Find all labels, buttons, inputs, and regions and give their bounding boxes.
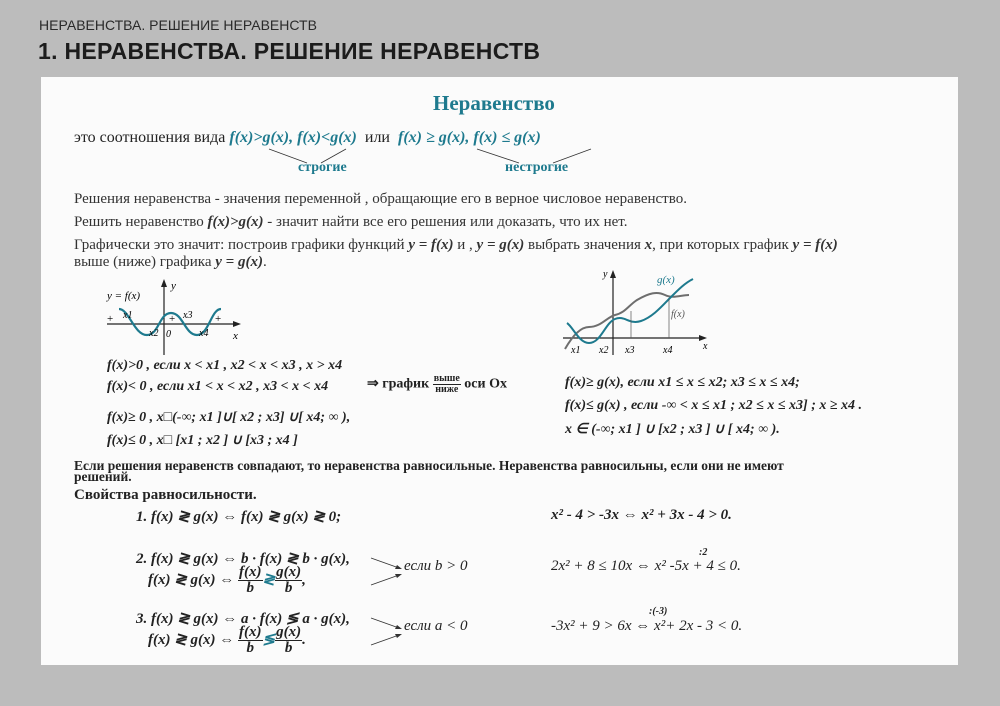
x-label: x: [233, 330, 238, 342]
numerator: f(x): [239, 564, 262, 580]
equivalence-line: решений.: [74, 469, 132, 484]
gx-label: g(x): [657, 274, 675, 286]
compare-sign: ≶: [262, 631, 276, 648]
or-word: или: [364, 129, 390, 146]
properties-title: Свойства равносильности.: [74, 487, 257, 503]
condition-arrows-3: [369, 615, 405, 649]
example-1: x² - 4 > -3x ⇔ x² + 3x - 4 > 0.: [551, 507, 732, 523]
condition-positive: f(x)>0 , если x < x1 , x2 < x < x3 , x > x4: [107, 358, 343, 373]
fraction: [275, 565, 302, 596]
point-label: x2: [599, 345, 609, 356]
lhs: f(x) ≷ g(x) ⇔: [148, 571, 235, 588]
strict-label: строгие: [298, 160, 347, 175]
text: .: [262, 254, 267, 270]
numerator: g(x): [276, 564, 302, 580]
axis-text: оси Ox: [464, 376, 507, 392]
text: выбрать значения: [524, 237, 645, 253]
above-text: выше: [433, 373, 460, 384]
plus-sign: +: [215, 313, 222, 325]
property-2-condition: если b > 0: [404, 558, 468, 574]
root-label: x3: [183, 310, 193, 321]
y-axis-arrow: [610, 270, 616, 278]
x-label: x: [703, 341, 708, 352]
text: , при которых график: [652, 237, 793, 253]
root-label: x2: [149, 328, 159, 339]
property-3a: 3. f(x) ≷ g(x) ⇔ a · f(x) ≶ a · g(x),: [136, 611, 350, 627]
above-below-fraction: [433, 374, 461, 395]
solution-set: x ∈ (-∞; x1 ] ∪ [x2 ; x3 ] ∪ [ x4; ∞ ).: [565, 422, 780, 437]
plus-sign: +: [107, 313, 114, 325]
denominator: b: [246, 580, 255, 596]
math-expr: x: [644, 237, 653, 253]
below-text: ниже: [435, 384, 459, 395]
graph-position-note: [367, 374, 507, 395]
root-label: x4: [199, 328, 209, 339]
lhs: f(x) ≷ g(x) ⇔: [148, 631, 235, 648]
origin-label: 0: [166, 329, 171, 340]
y-label: y: [603, 269, 608, 280]
graph-fx: [99, 275, 249, 357]
definition-prefix: это соотношения вида: [74, 129, 226, 146]
text: - значит найти все его решения или доказать, что их нет.: [263, 214, 628, 230]
section-heading: Неравенство: [433, 91, 555, 115]
text: Решить неравенство: [74, 214, 208, 230]
punctuation: ,: [302, 571, 306, 588]
punctuation: .: [302, 631, 306, 648]
fraction: [275, 625, 302, 656]
fx-label: y = f(x): [107, 290, 141, 302]
denominator: b: [284, 580, 293, 596]
paragraph-solutions: Решения неравенства - значения переменной , обращающие его в верное числовое неравенство.: [74, 191, 687, 207]
point-label: x4: [663, 345, 673, 356]
example-2-note: :2: [699, 547, 708, 558]
fraction: [238, 565, 263, 596]
nonstrict-label: нестрогие: [505, 160, 569, 175]
condition-f-le-g: f(x)≤ g(x) , если -∞ < x ≤ x1 ; x2 ≤ x ≤ x3] ; x ≥ x4 .: [565, 398, 863, 413]
page-title: 1. НЕРАВЕНСТВА. РЕШЕНИЕ НЕРАВЕНСТВ: [38, 38, 541, 64]
math-expr: f(x)>g(x): [207, 214, 264, 230]
x-axis-arrow: [233, 321, 241, 327]
fraction: [238, 625, 263, 656]
example-3-note: :(-3): [649, 606, 668, 617]
compare-sign: ≷: [262, 571, 276, 588]
y-label: y: [171, 280, 176, 292]
point-label: x3: [625, 345, 635, 356]
graph-fx-gx: [553, 265, 713, 357]
condition-nonpositive: f(x)≤ 0 , x□ [x1 ; x2 ] ∪ [x3 ; x4 ]: [107, 433, 298, 448]
breadcrumb: НЕРАВЕНСТВА. РЕШЕНИЕ НЕРАВЕНСТВ: [39, 17, 317, 33]
implies-text: ⇒ график: [367, 376, 430, 392]
paragraph-solve: [74, 214, 627, 231]
example-2: 2x² + 8 ≤ 10x ⇔ x² -5x + 4 ≤ 0.: [551, 558, 741, 574]
content-panel: [41, 77, 958, 665]
condition-arrows-2: [369, 555, 405, 589]
condition-negative: f(x)< 0 , если x1 < x < x2 , x3 < x < x4: [107, 379, 329, 394]
y-axis-arrow: [161, 279, 167, 287]
strict-expr: f(x)>g(x), f(x)<g(x): [229, 129, 357, 146]
property-2a: 2. f(x) ≷ g(x) ⇔ b · f(x) ≷ b · g(x),: [136, 551, 350, 567]
plus-sign: +: [169, 313, 176, 325]
math-expr: y = f(x): [408, 237, 454, 253]
example-3: -3x² + 9 > 6x ⇔ x²+ 2x - 3 < 0.: [551, 618, 743, 634]
paragraph-graphic-cont: [74, 254, 267, 271]
numerator: f(x): [239, 624, 262, 640]
root-label: x1: [123, 310, 133, 321]
text: выше (ниже) графика: [74, 254, 216, 270]
equivalence-text: [74, 460, 784, 482]
nonstrict-expr: f(x) ≥ g(x), f(x) ≤ g(x): [397, 129, 541, 146]
text: Графически это значит: построив графики функций: [74, 237, 409, 253]
property-2b: [148, 565, 306, 596]
condition-nonnegative: f(x)≥ 0 , x□(-∞; x1 ]∪[ x2 ; x3] ∪[ x4; ∞ ),: [107, 410, 351, 425]
math-expr: y = g(x): [476, 237, 525, 253]
equivalence-line: Если решения неравенств совпадают, то неравенства равносильные. Неравенства равносильны, если они не имеют: [74, 458, 784, 473]
property-3-condition: если a < 0: [404, 618, 468, 634]
math-expr: y = f(x): [792, 237, 838, 253]
numerator: g(x): [276, 624, 302, 640]
point-label: x1: [571, 345, 581, 356]
denominator: b: [284, 640, 293, 656]
property-3b: [148, 625, 306, 656]
paragraph-graphic: [74, 237, 838, 254]
denominator: b: [246, 640, 255, 656]
text: и ,: [453, 237, 477, 253]
label-arrows: [41, 77, 958, 187]
property-1: 1. f(x) ≷ g(x) ⇔ f(x) ≷ g(x) ≷ 0;: [136, 509, 342, 525]
math-expr: y = g(x): [215, 254, 263, 270]
condition-f-ge-g: f(x)≥ g(x), если x1 ≤ x ≤ x2; x3 ≤ x ≤ x4;: [565, 375, 800, 390]
fx-label: f(x): [671, 309, 685, 320]
